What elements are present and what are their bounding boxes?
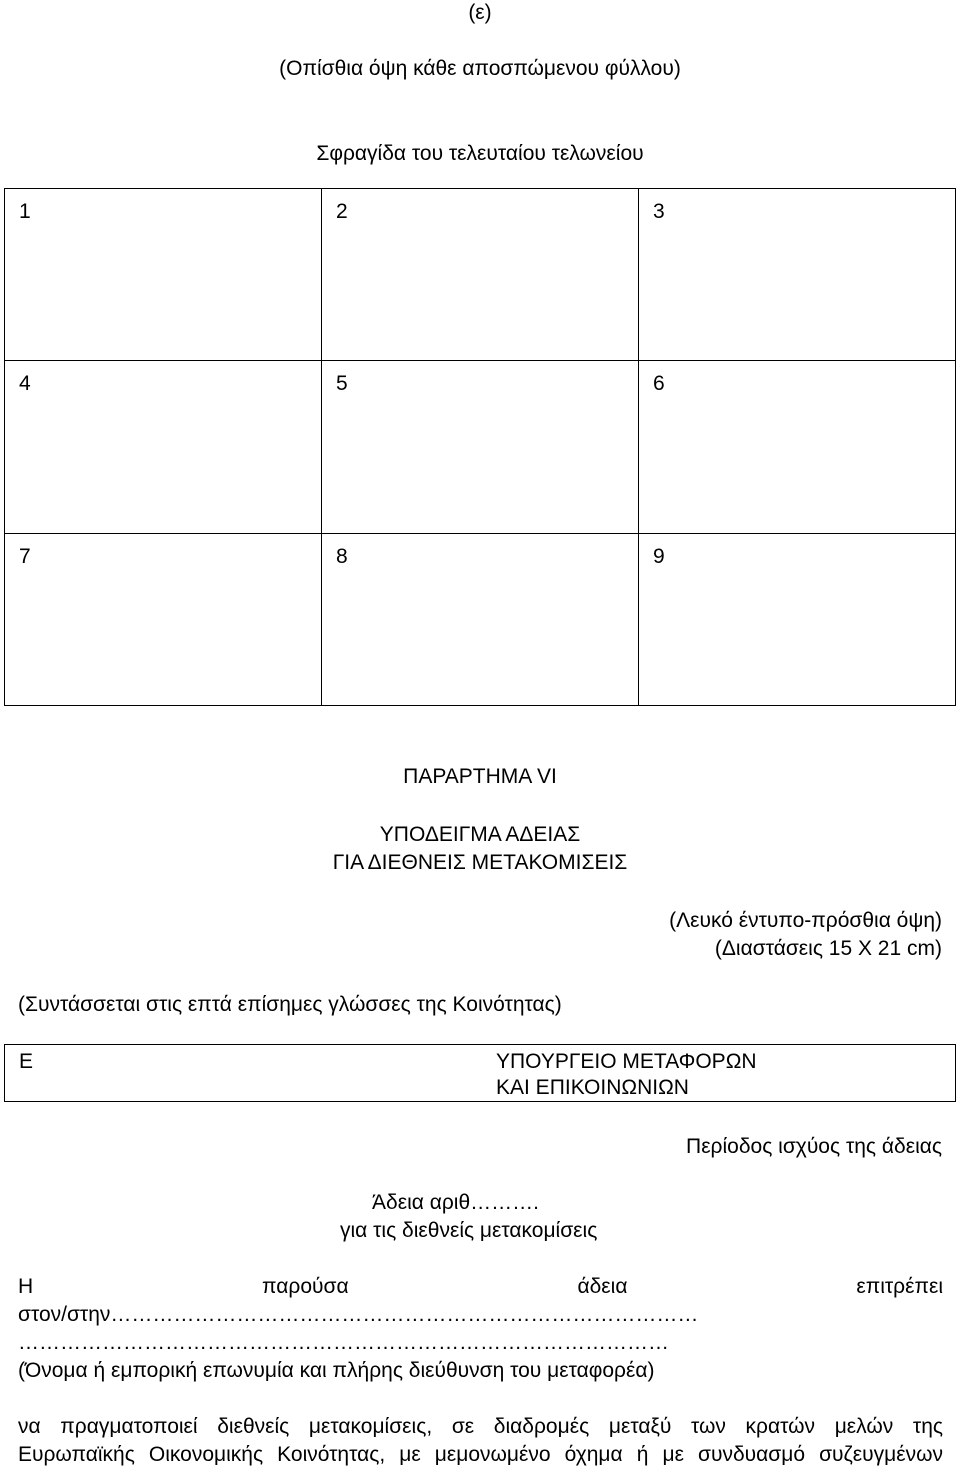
word-h: Η <box>18 1275 34 1298</box>
word-epitrepei: επιτρέπει <box>856 1275 943 1298</box>
stamp-cell-8: 8 <box>322 533 639 705</box>
ministry-line1: ΥΠΟΥΡΓΕΙΟ ΜΕΤΑΦΟΡΩΝ <box>496 1050 757 1073</box>
stamp-cell-5: 5 <box>322 361 639 533</box>
letter-marker: (ε) <box>468 1 492 24</box>
dimensions-note: (Διαστάσεις 15 Χ 21 cm) <box>714 937 942 960</box>
stamp-cell-7: 7 <box>5 533 322 705</box>
annex-title: ΠΑΡΑΡΤΗΜΑ VI <box>403 765 557 788</box>
stamp-cell-9: 9 <box>639 533 956 705</box>
permit-allows-line <box>18 1274 943 1300</box>
model-title-line2: ΓΙΑ ΔΙΕΘΝΕΙΣ ΜΕΤΑΚΟΜΙΣΕΙΣ <box>332 851 628 874</box>
stamp-cell-1: 1 <box>5 189 322 361</box>
permit-purpose-line: για τις διεθνείς μετακομίσεις <box>340 1219 598 1242</box>
model-title-line1: ΥΠΟΔΕΙΓΜΑ ΑΔΕΙΑΣ <box>379 823 581 846</box>
languages-note: (Συντάσσεται στις επτά επίσημες γλώσσες της Κοινότητας) <box>18 993 562 1016</box>
permit-header-box <box>4 1044 956 1102</box>
stamp-cell-3: 3 <box>639 189 956 361</box>
stamp-cell-6: 6 <box>639 361 956 533</box>
stamp-cell-2: 2 <box>322 189 639 361</box>
country-code: Ε <box>19 1050 34 1073</box>
dotted-fill-line: ………………………………………………………………………………… <box>18 1331 669 1354</box>
word-parousa: παρούσα <box>262 1275 349 1298</box>
body-line2: Ευρωπαϊκής Οικονομικής Κοινότητας, με μεμονωμένο όχημα ή με συνδυασμό συζευγμένων <box>18 1443 943 1466</box>
ministry-line2: ΚΑΙ ΕΠΙΚΟΙΝΩΝΙΩΝ <box>496 1076 689 1099</box>
validity-period-label: Περίοδος ισχύος της άδειας <box>686 1135 942 1158</box>
back-side-note: (Οπίσθια όψη κάθε αποσπώμενου φύλλου) <box>279 57 681 80</box>
stamp-cell-4: 4 <box>5 361 322 533</box>
carrier-name-note: (Όνομα ή εμπορική επωνυμία και πλήρης διεύθυνση του μεταφορέα) <box>18 1359 655 1382</box>
recipient-line: στον/στην………………………………………………………………………… <box>18 1303 699 1326</box>
front-side-note: (Λευκό έντυπο-πρόσθια όψη) <box>669 909 942 932</box>
stamp-heading: Σφραγίδα του τελευταίου τελωνείου <box>316 142 644 165</box>
body-line1: να πραγματοποιεί διεθνείς μετακομίσεις, σε διαδρομές μεταξύ των κρατών μελών της <box>18 1415 943 1438</box>
permit-number-line: Άδεια αριθ………. <box>372 1191 539 1214</box>
ministry-name <box>496 1049 757 1101</box>
word-adeia: άδεια <box>577 1275 628 1298</box>
customs-stamp-grid <box>4 188 956 706</box>
